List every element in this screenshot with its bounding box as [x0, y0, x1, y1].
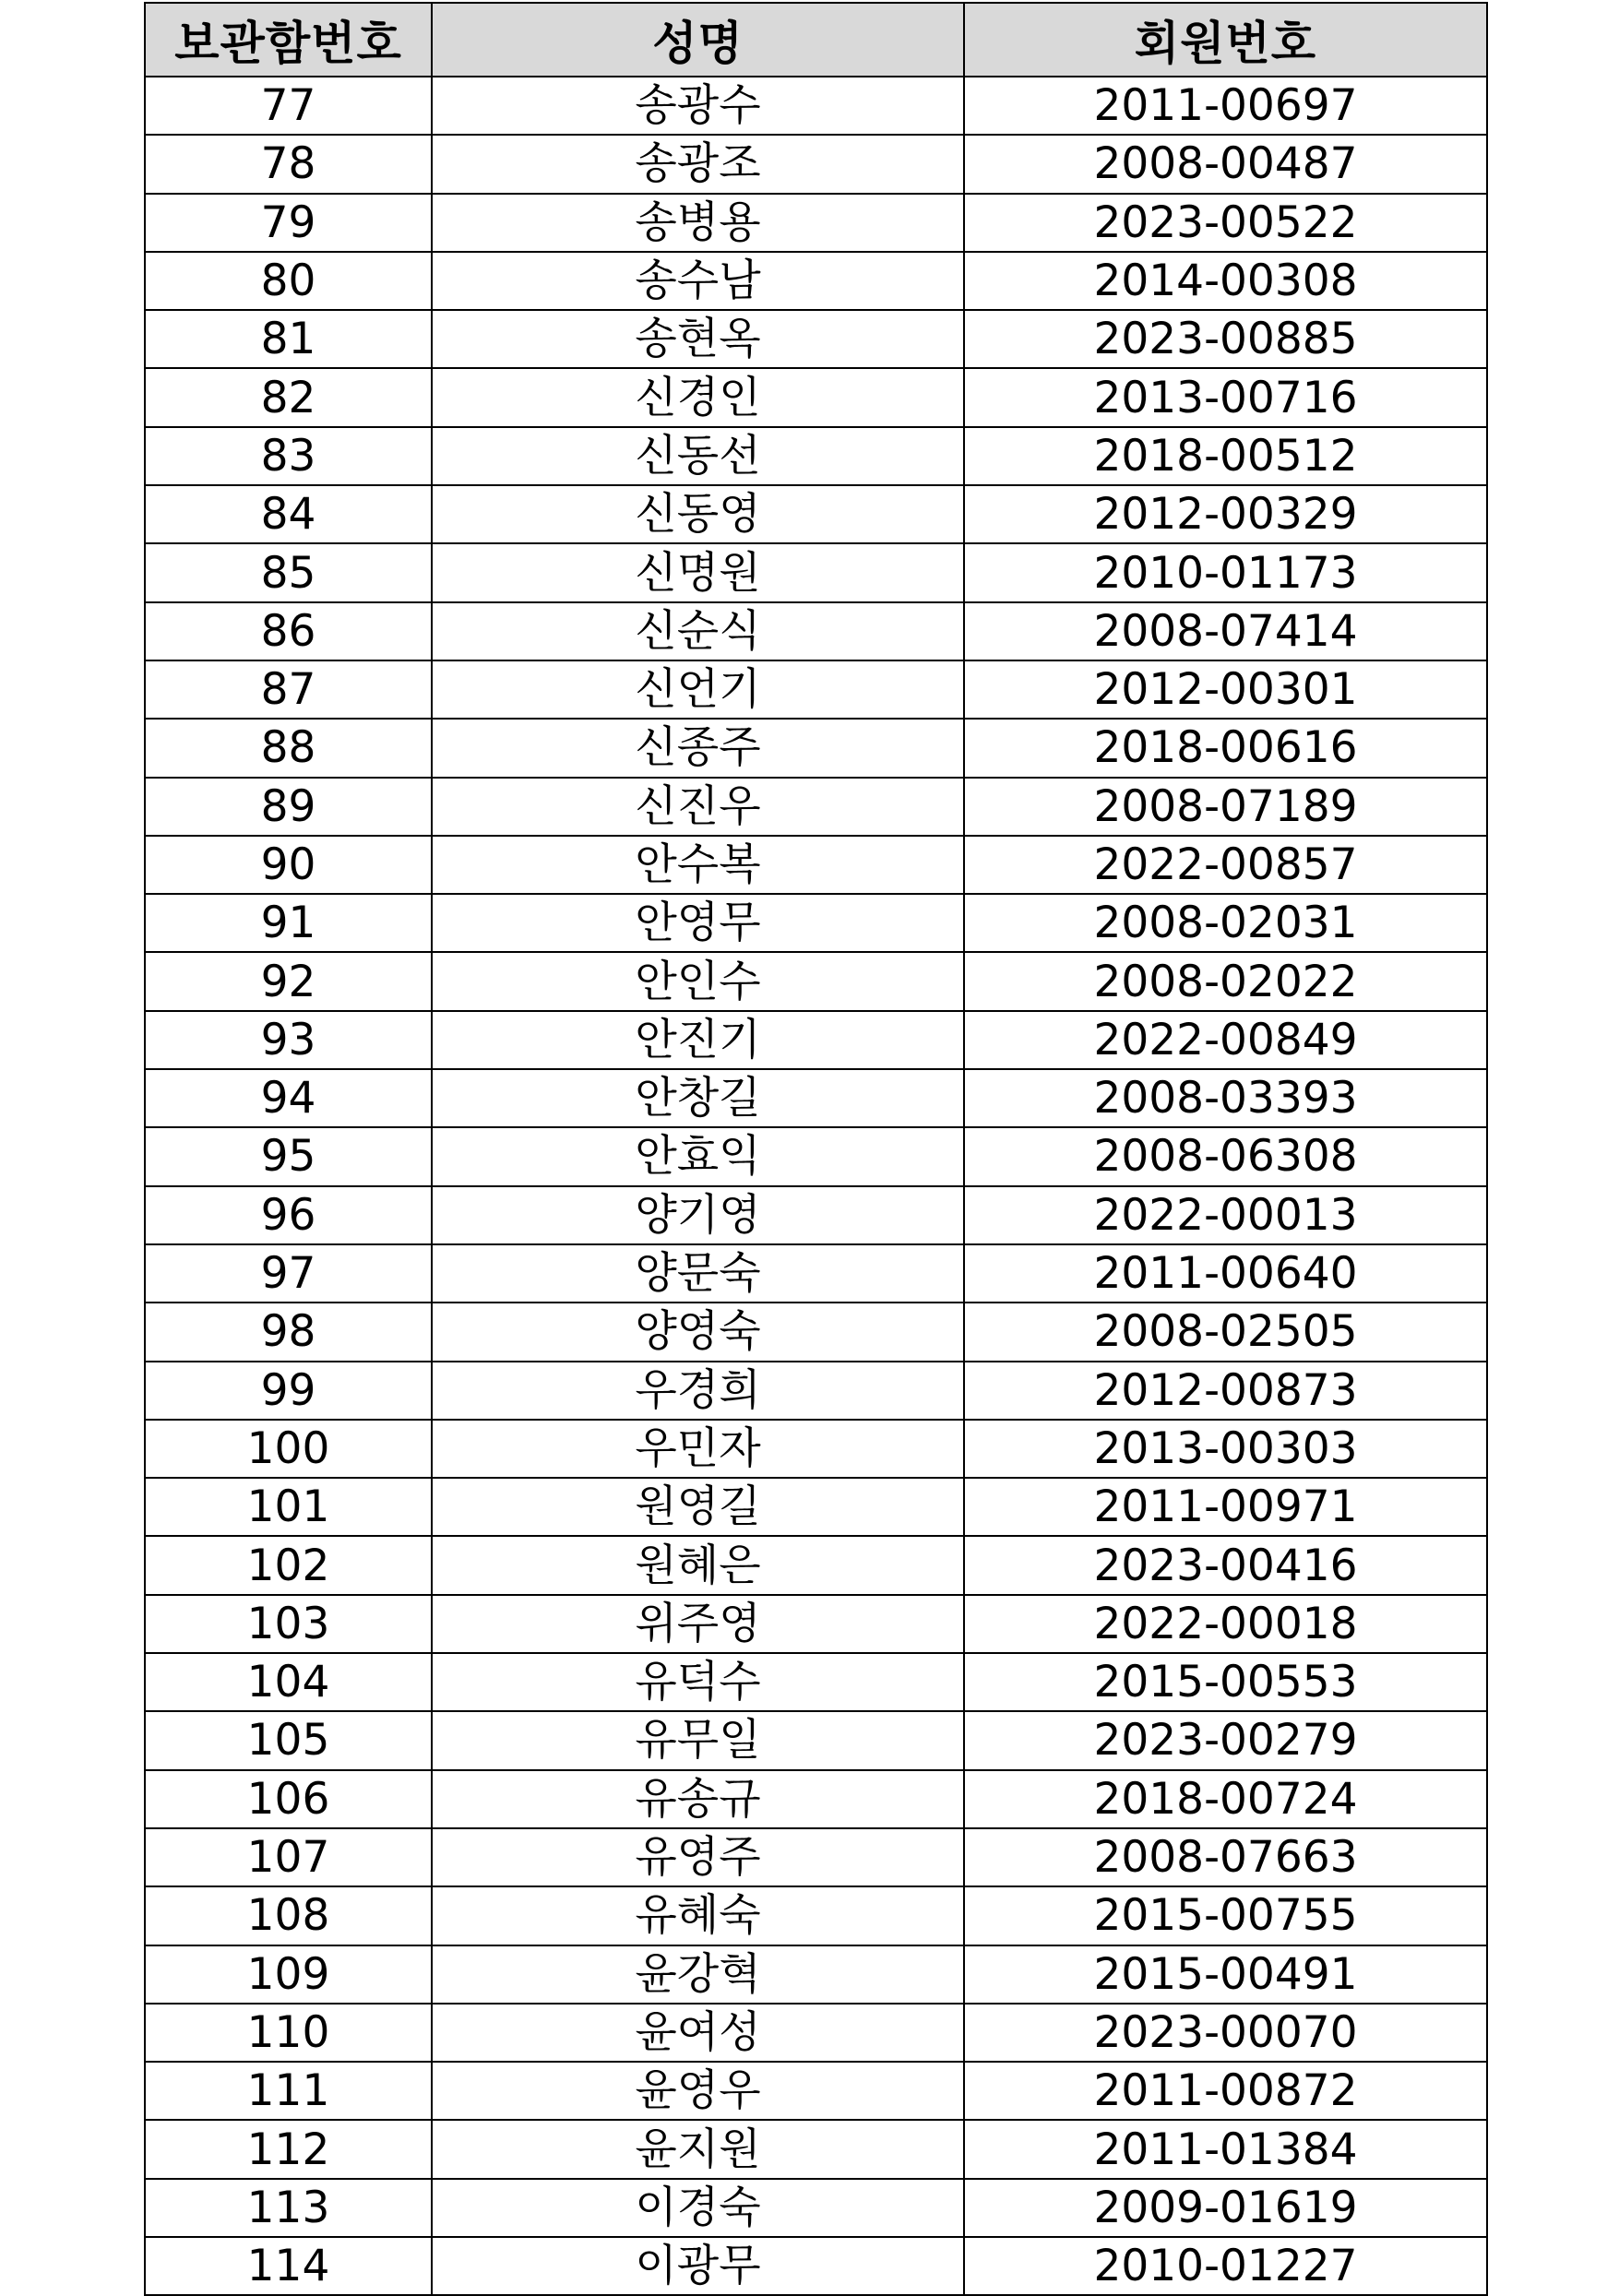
- header-member-number: 회원번호: [964, 3, 1487, 77]
- table-row: [145, 2120, 1487, 2178]
- cell-name: 안창길: [432, 1069, 964, 1127]
- table-row: [145, 310, 1487, 368]
- cell-name: 안수복: [432, 836, 964, 894]
- cell-member-number: 2011-00971: [964, 1478, 1487, 1536]
- cell-name: 윤영우: [432, 2062, 964, 2120]
- table-row: [145, 427, 1487, 485]
- cell-member-number: 2015-00553: [964, 1653, 1487, 1711]
- cell-locker-number: 96: [145, 1186, 432, 1244]
- table-row: [145, 1828, 1487, 1886]
- cell-member-number: 2009-01619: [964, 2179, 1487, 2237]
- cell-member-number: 2013-00716: [964, 368, 1487, 426]
- table-row: [145, 2062, 1487, 2120]
- cell-locker-number: 89: [145, 778, 432, 836]
- cell-member-number: 2022-00857: [964, 836, 1487, 894]
- cell-locker-number: 109: [145, 1945, 432, 2004]
- cell-name: 신진우: [432, 778, 964, 836]
- cell-locker-number: 104: [145, 1653, 432, 1711]
- cell-locker-number: 113: [145, 2179, 432, 2237]
- table-row: [145, 1711, 1487, 1769]
- cell-name: 이광무: [432, 2237, 964, 2295]
- cell-member-number: 2008-03393: [964, 1069, 1487, 1127]
- cell-locker-number: 84: [145, 485, 432, 543]
- cell-name: 안효익: [432, 1127, 964, 1185]
- table-row: [145, 252, 1487, 310]
- cell-member-number: 2018-00512: [964, 427, 1487, 485]
- cell-name: 우경희: [432, 1362, 964, 1420]
- cell-member-number: 2011-00640: [964, 1244, 1487, 1303]
- table-row: [145, 660, 1487, 719]
- cell-member-number: 2015-00491: [964, 1945, 1487, 2004]
- header-row: [145, 3, 1487, 77]
- cell-locker-number: 80: [145, 252, 432, 310]
- cell-locker-number: 91: [145, 894, 432, 952]
- cell-name: 신경인: [432, 368, 964, 426]
- cell-member-number: 2008-07189: [964, 778, 1487, 836]
- cell-locker-number: 98: [145, 1303, 432, 1361]
- cell-name: 송광수: [432, 77, 964, 135]
- cell-locker-number: 105: [145, 1711, 432, 1769]
- cell-name: 송병용: [432, 194, 964, 252]
- table-row: [145, 543, 1487, 601]
- table-row: [145, 1653, 1487, 1711]
- cell-name: 원영길: [432, 1478, 964, 1536]
- cell-name: 송현옥: [432, 310, 964, 368]
- cell-member-number: 2012-00301: [964, 660, 1487, 719]
- cell-locker-number: 83: [145, 427, 432, 485]
- cell-locker-number: 114: [145, 2237, 432, 2295]
- cell-member-number: 2023-00070: [964, 2004, 1487, 2062]
- cell-locker-number: 112: [145, 2120, 432, 2178]
- cell-locker-number: 90: [145, 836, 432, 894]
- cell-member-number: 2008-02031: [964, 894, 1487, 952]
- cell-locker-number: 97: [145, 1244, 432, 1303]
- cell-name: 유무일: [432, 1711, 964, 1769]
- cell-locker-number: 93: [145, 1011, 432, 1069]
- cell-locker-number: 101: [145, 1478, 432, 1536]
- cell-name: 신동선: [432, 427, 964, 485]
- cell-name: 안진기: [432, 1011, 964, 1069]
- cell-name: 원혜은: [432, 1536, 964, 1594]
- cell-member-number: 2014-00308: [964, 252, 1487, 310]
- cell-locker-number: 87: [145, 660, 432, 719]
- cell-name: 신동영: [432, 485, 964, 543]
- cell-name: 유송규: [432, 1770, 964, 1828]
- cell-member-number: 2022-00018: [964, 1595, 1487, 1653]
- table-header: [145, 3, 1487, 77]
- cell-member-number: 2008-02022: [964, 952, 1487, 1010]
- cell-locker-number: 106: [145, 1770, 432, 1828]
- cell-name: 유혜숙: [432, 1886, 964, 1945]
- cell-locker-number: 78: [145, 135, 432, 193]
- header-name: 성명: [432, 3, 964, 77]
- table-row: [145, 77, 1487, 135]
- cell-name: 송수남: [432, 252, 964, 310]
- cell-locker-number: 102: [145, 1536, 432, 1594]
- cell-name: 신명원: [432, 543, 964, 601]
- cell-name: 윤강혁: [432, 1945, 964, 2004]
- cell-name: 양문숙: [432, 1244, 964, 1303]
- cell-member-number: 2015-00755: [964, 1886, 1487, 1945]
- table-row: [145, 1303, 1487, 1361]
- cell-locker-number: 103: [145, 1595, 432, 1653]
- table-row: [145, 602, 1487, 660]
- cell-locker-number: 92: [145, 952, 432, 1010]
- cell-locker-number: 88: [145, 719, 432, 777]
- cell-locker-number: 108: [145, 1886, 432, 1945]
- cell-name: 위주영: [432, 1595, 964, 1653]
- table-row: [145, 836, 1487, 894]
- table-row: [145, 1536, 1487, 1594]
- cell-member-number: 2008-00487: [964, 135, 1487, 193]
- cell-locker-number: 110: [145, 2004, 432, 2062]
- cell-locker-number: 79: [145, 194, 432, 252]
- cell-member-number: 2018-00616: [964, 719, 1487, 777]
- cell-member-number: 2011-01384: [964, 2120, 1487, 2178]
- cell-member-number: 2023-00522: [964, 194, 1487, 252]
- cell-member-number: 2023-00885: [964, 310, 1487, 368]
- cell-name: 유덕수: [432, 1653, 964, 1711]
- cell-member-number: 2013-00303: [964, 1420, 1487, 1478]
- cell-name: 안인수: [432, 952, 964, 1010]
- table-row: [145, 1595, 1487, 1653]
- cell-name: 윤지원: [432, 2120, 964, 2178]
- cell-member-number: 2008-02505: [964, 1303, 1487, 1361]
- table-row: [145, 2004, 1487, 2062]
- table-row: [145, 194, 1487, 252]
- cell-member-number: 2010-01173: [964, 543, 1487, 601]
- table-row: [145, 1945, 1487, 2004]
- cell-member-number: 2018-00724: [964, 1770, 1487, 1828]
- cell-locker-number: 111: [145, 2062, 432, 2120]
- cell-name: 신순식: [432, 602, 964, 660]
- cell-name: 양영숙: [432, 1303, 964, 1361]
- cell-member-number: 2008-06308: [964, 1127, 1487, 1185]
- cell-locker-number: 107: [145, 1828, 432, 1886]
- cell-locker-number: 95: [145, 1127, 432, 1185]
- cell-name: 안영무: [432, 894, 964, 952]
- cell-member-number: 2023-00416: [964, 1536, 1487, 1594]
- table-row: [145, 485, 1487, 543]
- cell-name: 양기영: [432, 1186, 964, 1244]
- cell-locker-number: 81: [145, 310, 432, 368]
- header-locker-number: 보관함번호: [145, 3, 432, 77]
- cell-locker-number: 99: [145, 1362, 432, 1420]
- table-row: [145, 1069, 1487, 1127]
- cell-member-number: 2012-00329: [964, 485, 1487, 543]
- table-row: [145, 1420, 1487, 1478]
- cell-member-number: 2008-07663: [964, 1828, 1487, 1886]
- table-row: [145, 894, 1487, 952]
- table-row: [145, 2237, 1487, 2295]
- table-row: [145, 1478, 1487, 1536]
- table-row: [145, 1362, 1487, 1420]
- table-row: [145, 1770, 1487, 1828]
- cell-member-number: 2008-07414: [964, 602, 1487, 660]
- cell-name: 신언기: [432, 660, 964, 719]
- cell-name: 이경숙: [432, 2179, 964, 2237]
- table-row: [145, 1886, 1487, 1945]
- table-row: [145, 368, 1487, 426]
- cell-member-number: 2011-00872: [964, 2062, 1487, 2120]
- table-row: [145, 952, 1487, 1010]
- cell-locker-number: 86: [145, 602, 432, 660]
- table-row: [145, 719, 1487, 777]
- table-row: [145, 2179, 1487, 2237]
- cell-member-number: 2022-00849: [964, 1011, 1487, 1069]
- cell-member-number: 2023-00279: [964, 1711, 1487, 1769]
- cell-locker-number: 85: [145, 543, 432, 601]
- table-row: [145, 1186, 1487, 1244]
- cell-member-number: 2022-00013: [964, 1186, 1487, 1244]
- cell-member-number: 2011-00697: [964, 77, 1487, 135]
- cell-locker-number: 94: [145, 1069, 432, 1127]
- table-row: [145, 1244, 1487, 1303]
- locker-member-table: [144, 2, 1488, 2296]
- cell-locker-number: 77: [145, 77, 432, 135]
- cell-name: 윤여성: [432, 2004, 964, 2062]
- table-row: [145, 1127, 1487, 1185]
- cell-locker-number: 82: [145, 368, 432, 426]
- table-row: [145, 135, 1487, 193]
- cell-name: 우민자: [432, 1420, 964, 1478]
- cell-name: 유영주: [432, 1828, 964, 1886]
- cell-member-number: 2010-01227: [964, 2237, 1487, 2295]
- table-row: [145, 1011, 1487, 1069]
- table-body: [145, 77, 1487, 2295]
- cell-name: 송광조: [432, 135, 964, 193]
- cell-member-number: 2012-00873: [964, 1362, 1487, 1420]
- table-row: [145, 778, 1487, 836]
- cell-locker-number: 100: [145, 1420, 432, 1478]
- cell-name: 신종주: [432, 719, 964, 777]
